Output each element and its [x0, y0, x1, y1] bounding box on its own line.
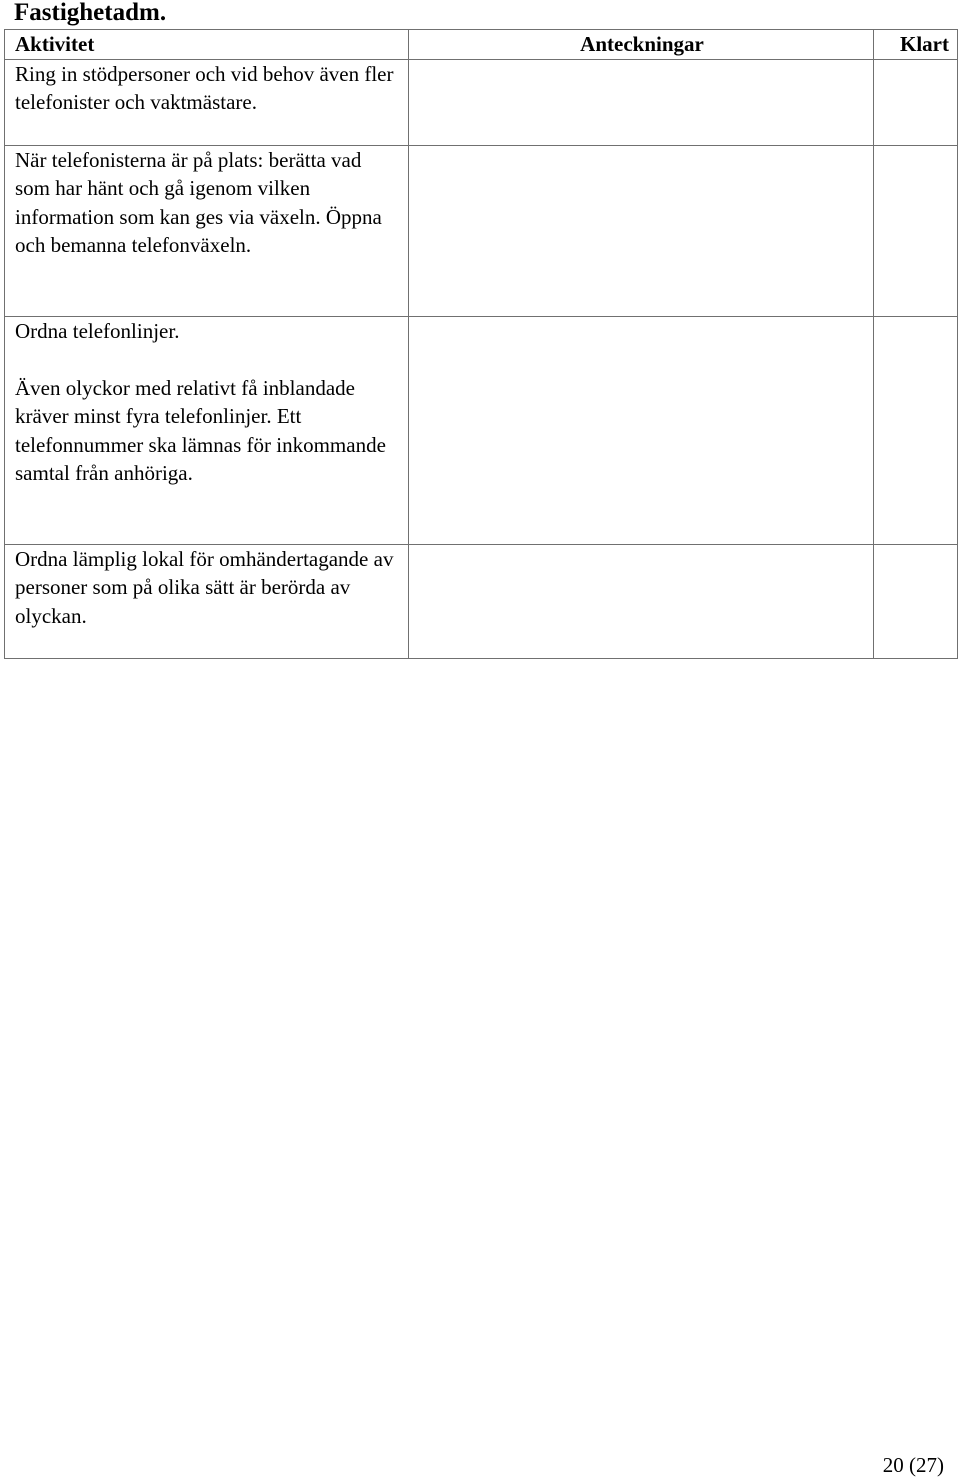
notes-cell[interactable]: [409, 316, 874, 544]
notes-cell[interactable]: [409, 59, 874, 145]
activity-text: Ordna lämplig lokal för omhändertagande av personer som på olika sätt är berörda av olyckan.: [15, 546, 394, 628]
table-row: [5, 544, 958, 658]
table-row: [5, 59, 958, 145]
done-cell[interactable]: [874, 145, 958, 316]
activity-text: Även olyckor med relativt få inblandade kräver minst fyra telefonlinjer. Ett telefonnummer ska lämnas för inkommande samtal från anhöriga.: [15, 375, 386, 485]
table-row: [5, 316, 958, 544]
done-cell[interactable]: [874, 59, 958, 145]
notes-cell[interactable]: [409, 544, 874, 658]
activity-text: Ring in stödpersoner och vid behov även fler telefonister och vaktmästare.: [15, 61, 394, 114]
done-cell[interactable]: [874, 316, 958, 544]
column-header-notes: Anteckningar: [409, 30, 874, 60]
activity-text: Ordna telefonlinjer.: [15, 318, 180, 343]
column-header-activity: Aktivitet: [5, 30, 409, 60]
activity-cell: [5, 145, 409, 316]
activity-cell: [5, 316, 409, 544]
activity-checklist-table: [4, 29, 958, 659]
column-header-done: Klart: [874, 30, 958, 60]
table-header-row: [5, 30, 958, 60]
notes-cell[interactable]: [409, 145, 874, 316]
activity-cell: [5, 544, 409, 658]
page-number: 20 (27): [882, 1453, 944, 1477]
activity-text: När telefonisterna är på plats: berätta vad som har hänt och gå igenom vilken information som kan ges via växeln. Öppna och bemanna telefonväxeln.: [15, 147, 382, 257]
table-row: [5, 145, 958, 316]
page-title: Fastighetadm.: [14, 0, 167, 26]
activity-cell: [5, 59, 409, 145]
done-cell[interactable]: [874, 544, 958, 658]
